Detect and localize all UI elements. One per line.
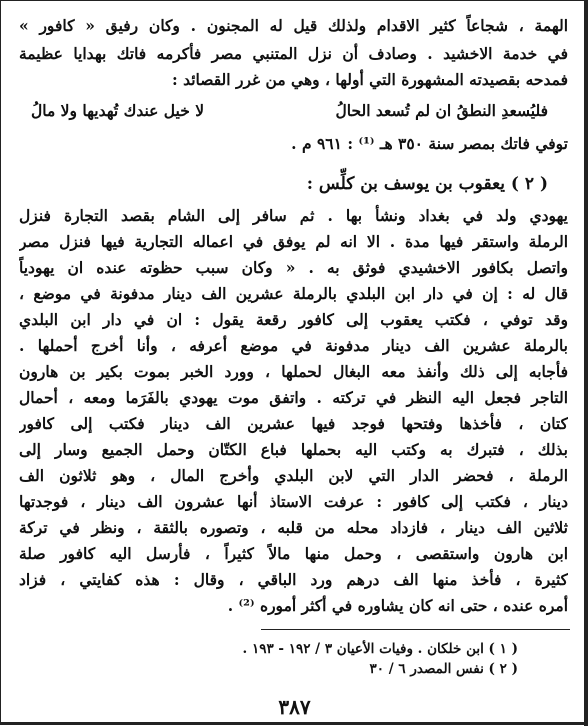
text-line: بذلك ، فتبرك به وكتب اليه بحملها فباع الكتّان وحمل الجميع وسار إلى [19,440,568,459]
page-number: ٣٨٧ [278,695,311,719]
text-line: كثيرة ، فأخذ منها الف درهم ورد الباقي ، وقال : هذه كفايتي ، فزاد [19,570,568,589]
footnote-divider [261,629,570,630]
verse-right-hemistich: لا خيل عندك تُهديها ولا مالُ [31,101,205,120]
text-line: يهودي ولد في بغداد ونشأ بها . ثم سافر إلى الشام بقصد التجارة فنزل [19,206,568,225]
text-line: ابن هارون واستقصى ، وحمل منها مالاً كثيراً ، فأرسل اليه كافور صلة [19,544,568,563]
footnote: ( ٢ ) نفس المصدر ٦ / ٣٠ [369,661,518,677]
text-line: الرملة واستقر فيها مدة . الا انه لم يوفق في اعماله التجارية فيها فنزل مصر [19,232,568,251]
text-line: وقد توفي ، فكتب يعقوب إلى كافور رقعة يقول : ان في دار ابن البلدي [19,310,568,329]
text-line: واتصل بكافور الاخشيدي فوثق به . « وكان سبب حظوته عنده ان يهودياً [19,258,568,277]
text-line: قال له : إن في دار ابن البلدي بالرملة عشرين الف دينار مدفونة في موضع ، [19,284,568,303]
text-line: أمره عنده ، حتى انه كان يشاوره في أكثر أموره ⁽²⁾ . [227,596,568,615]
text-line: كتان ، فأخذها وفتحها فوجد فيها عشرين الف دينار فكتب إلى كافور [19,414,568,433]
text-line: في خدمة الاخشيد . وصادف أن نزل المتنبي مصر فأكرمه فاتك بهدايا عظيمة [19,44,568,63]
death-date-line: توفي فاتك بمصر سنة ٣٥٠ هـ ⁽¹⁾ : ٩٦١ م . [291,134,568,153]
text-line: التاجر فجعل اليه النظر في تركته . واتفق موت يهودي بالفَرَما ومعه ، أحمال [19,388,568,407]
poem-verse [31,97,548,125]
text-line: بالرملة عشرين الف دينار مدفونة في موضع أعرفه ، وأنا أخرج أحملها . [19,336,568,355]
text-line: دينار ، فكتب إلى كافور : عرفت الاستاذ أنها عشرون الف دينار ، فوجدتها [19,492,568,511]
text-line: ثلاثين الف دينار ، فازداد محله من قلبه ، وتصوره بالثقة ، ونظر في تركة [19,518,568,537]
text-line: الهمة ، شجاعاً كثير الاقدام ولذلك قيل له المجنون . وكان رفيق « كافور » [19,16,568,35]
footnote: ( ١ ) ابن خلكان . وفيات الأعيان ٣ / ١٩٢ - ١٩٣ . [242,641,518,657]
verse-left-hemistich: فليُسعدِ النطقُ ان لم تُسعد الحالُ [335,101,548,120]
section-heading: ( ٢ ) يعقوب بن يوسف بن كلِّس : [306,174,548,194]
text-line: الرملة ، فحضر الدار التي لابن البلدي وأخرج المال ، وهو ثلاثون الف [19,466,568,485]
text-line: فمدحه بقصيدته المشهورة التي أولها ، وهي من غرر القصائد : [171,70,568,89]
page-edge-right [584,1,588,726]
text-line: فأجابه إلى ذلك وأنفذ معه البغال لحملها ، وورد الخبر بموت بكير بن هارون [19,362,568,381]
